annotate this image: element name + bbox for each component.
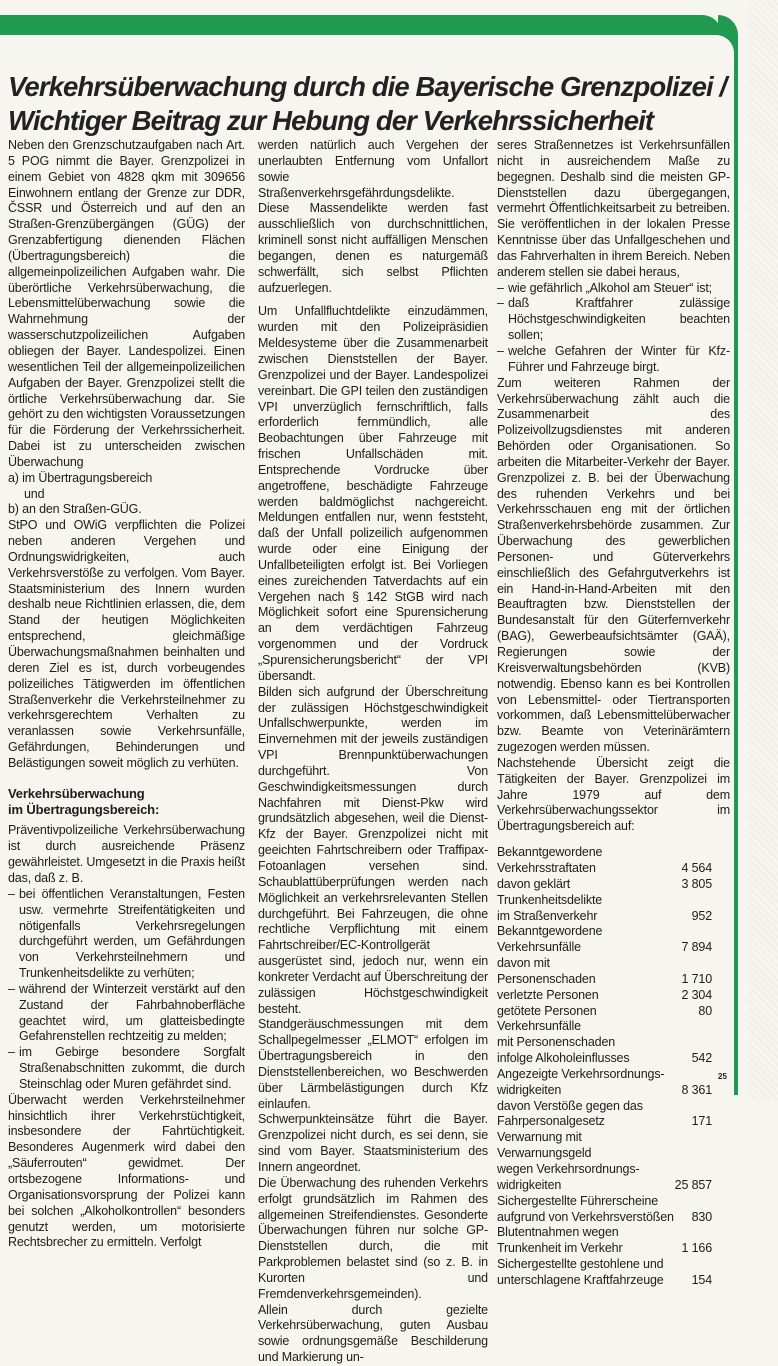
list-item: – im Gebirge besondere Sorgfalt Straßenabschnitten zukommt, die durch Steinschlag oder Muren gefährdet sind. — [8, 1045, 245, 1093]
list-item: – wie gefährlich „Alkohol am Steuer“ ist; — [497, 281, 730, 297]
stat-label: Sichergestellte gestohlene und unterschlagene Kraftfahrzeuge — [497, 1257, 664, 1287]
stat-label: Verkehrsunfälle mit Personenschaden infolge Alkoholeinflusses — [497, 1019, 630, 1066]
list-item: – welche Gefahren der Winter für Kfz-Führer und Fahrzeuge birgt. — [497, 344, 730, 376]
statistics-table — [497, 845, 730, 1289]
stat-value: 2 304 — [681, 987, 712, 1002]
heading-line: Verkehrsüberwachung — [8, 785, 145, 801]
stat-value: 542 — [691, 1051, 712, 1066]
stat-label: davon mit Personenschaden — [497, 956, 596, 986]
stat-value: 952 — [691, 908, 712, 923]
page-number: 25 — [718, 1072, 727, 1081]
bullet-list — [497, 281, 730, 376]
stat-value: 171 — [691, 1114, 712, 1129]
stat-label: Angezeigte Verkehrsordnungs- widrigkeiten — [497, 1066, 665, 1097]
stat-row — [497, 1019, 712, 1067]
stat-row — [497, 988, 712, 1004]
stat-row — [497, 877, 712, 893]
stat-row — [497, 1004, 712, 1020]
article-title: Verkehrsüberwachung durch die Bayerische Grenzpolizei / Wichtiger Beitrag zur Hebung der Verkehrssicherheit — [8, 71, 727, 136]
stat-label: Bekanntgewordene Verkehrsstraftaten — [497, 845, 603, 875]
paragraph: Zum weiteren Rahmen der Verkehrsüberwachung zählt auch die Zusammenarbeit des Polizeivollzugsdienstes mit anderen Behörden oder Organisationen. So arbeiten die Mitarbeiter-Verkehr der Bayer. Grenzpolizei z. B. bei der Überwachung des ruhenden Verkehrs und bei Verkehrsschauen eng mit der örtlichen Straßenverkehrsbehörde zusammen. Zur Überwachung des gewerblichen Personen- und Güterverkehrs einschließlich des Gefahrgutverkehrs ist ein Hand-in-Hand-Arbeiten mit den Beauftragten bzw. Dienststellen der Bundesanstalt für den Güterfernverkehr (BAG), Gewerbeaufsichtsämter (GAÄ), Regierungen sowie der Kreisverwaltungsbehörden (KVB) notwendig. Ebenso kann es bei Kontrollen von Lebensmittel- oder Tiertransporten vorkommen, daß Lebensmittelüberwacher bzw. Beamte von Veterinärämtern zugezogen werden müssen. — [497, 375, 730, 755]
list-item: a) im Übertragungsbereich — [8, 470, 153, 485]
column-1 — [8, 138, 245, 1251]
paragraph: StPO und OWiG verpflichten die Polizei neben anderen Vergehen und Ordnungswidrigkeiten, auch Verkehrsverstöße zu verfolgen. Vom Bayer. Staatsministerium des Innern wurden deshalb neue Richtlinien erlassen, die, dem Stand der heutigen Möglichkeiten entsprechend, gleichmäßige Überwachungsmaßnahmen beinhalten und deren Ziel es ist, durch vorbeugendes polizeiliches Tätigwerden im öffentlichen Straßenverkehr die Verkehrsteilnehmer zu verkehrsgerechtem Verhalten zu veranlassen sowie Verkehrsunfälle, Gefährdungen, Behinderungen und Belästigungen soweit möglich zu verhüten. — [8, 518, 245, 770]
stat-label: verletzte Personen — [497, 987, 599, 1002]
stat-label: davon geklärt — [497, 876, 571, 891]
heading-line: im Übertragungsbereich: — [8, 801, 160, 817]
stat-row — [497, 956, 712, 988]
stat-label: davon Verstöße gegen das Fahrpersonalgesetz — [497, 1098, 643, 1129]
paragraph: Bilden sich aufgrund der Überschreitung der zulässigen Höchstgeschwindigkeit Unfallschwerpunkte, werden im Einvernehmen mit der jeweils zuständigen VPI Brennpunktüberwachungen durchgeführt. Von Geschwindigkeitsmessungen durch Nachfahren mit Dienst-Pkw wird grundsätzlich abgesehen, weil die Dienst-Kfz der Bayer. Grenzpolizei nicht mit geeichten Fahrtschreibern oder Traffipax-Fotoanlagen versehen sind. Schaublattüberprüfungen werden nach Möglichkeit an verkehrsrelevanten Stellen durchgeführt. Bei Fahrzeugen, die ohne rechtliche Verpflichtung mit einem Fahrtschreiber/EC-Kontrollgerät ausgerüstet sind, jedoch nur, wenn ein konkreter Verdacht auf Überschreitung der zulässigen Höchstgeschwindigkeit besteht. — [258, 684, 488, 1016]
stat-value: 25 857 — [674, 1177, 712, 1192]
stat-value: 7 894 — [681, 940, 712, 955]
stat-row — [497, 1225, 712, 1257]
section-heading — [8, 786, 245, 818]
paragraph: werden natürlich auch Vergehen der unerlaubten Entfernung vom Unfallort sowie Straßenverkehrsgefährdungsdelikte. Diese Massendelikte werden fast ausschließlich von durchschnittlichen, kriminell sonst nicht auffälligen Menschen begangen, denen es naturgemäß schwerfällt, sich selbst Pflichten aufzuerlegen. — [258, 138, 488, 295]
paragraph: Schwerpunkteinsätze führt die Bayer. Grenzpolizei nicht durch, es sei denn, sie sind vom Bayer. Staatsministerium des Innern angeordnet. — [258, 1112, 488, 1174]
stat-value: 80 — [698, 1003, 712, 1018]
paragraph: Neben den Grenzschutzaufgaben nach Art. 5 POG nimmt die Bayer. Grenzpolizei in einem Gebiet von 4828 qkm mit 309656 Einwohnern entlang der Grenze zur DDR, ČSSR und Österreich und auf den an Straßen-Grenzübergängen (GÜG) der Grenzabfertigung dienenden Flächen (Übertragungsbereich) die allgemeinpolizeilichen Aufgaben wahr. Die überörtliche Verkehrsüberwachung, die Lebensmittelüberwachung sowie die Wahrnehmung der wasserschutzpolizeilichen Aufgaben obliegen der Bayer. Landespolizei. Einen wesentlichen Teil der allgemeinpolizeilichen Aufgaben der Bayer. Grenzpolizei stellt die örtliche Verkehrsüberwachung dar. Sie gehört zu den wichtigsten Voraussetzungen für die Förderung der Verkehrssicherheit. Dabei ist zu unterscheiden zwischen Überwachung — [8, 138, 245, 469]
paragraph: seres Straßennetzes ist Verkehrsunfällen nicht in ausreichendem Maße zu begegnen. Deshalb sind die meisten GP-Dienststellen dazu übergegangen, vermehrt Öffentlichkeitsarbeit zu betreiben. Sie veröffentlichen in der lokalen Presse Kenntnisse über das Unfallgeschehen und das Fahrverhalten in ihrem Bereich. Neben anderem stellen sie dabei heraus, — [497, 138, 730, 279]
bullet-list — [8, 887, 245, 1093]
paragraph: Allein durch gezielte Verkehrsüberwachung, guten Ausbau sowie ordnungsgemäße Beschilderung und Markierung un- — [258, 1302, 488, 1365]
stat-value: 830 — [691, 1209, 712, 1224]
stat-row — [497, 1067, 712, 1099]
stat-label: getötete Personen — [497, 1003, 597, 1018]
stat-label: Blutentnahmen wegen Trunkenheit im Verkehr — [497, 1225, 623, 1256]
stat-value: 4 564 — [681, 860, 712, 875]
list-item: – daß Kraftfahrer zulässige Höchstgeschwindigkeiten beachten sollen; — [497, 296, 730, 344]
stat-label: Sichergestellte Führerscheine aufgrund von Verkehrsverstößen — [497, 1193, 674, 1224]
green-frame-top — [0, 15, 722, 35]
stat-row — [497, 1099, 712, 1131]
stat-value: 1 166 — [681, 1241, 712, 1256]
stat-value: 8 361 — [681, 1082, 712, 1097]
paragraph: Die Überwachung des ruhenden Verkehrs erfolgt grundsätzlich im Rahmen des allgemeinen Streifendienstes. Gesonderte Überwachungen führen nur solche GP-Dienststellen durch, die mit Parkproblemen belastet sind (so z. B. in Kurorten und Fremdenverkehrsgemeinden). — [258, 1175, 488, 1301]
page-edge-texture — [748, 0, 778, 1100]
list-item: – während der Winterzeit verstärkt auf den Zustand der Fahrbahnoberfläche geachtet wird, um glatteisbedingte Gefahrenstellen rechtzeitig zu melden; — [8, 982, 245, 1045]
list-item: und — [24, 486, 45, 501]
paragraph: Überwacht werden Verkehrsteilnehmer hinsichtlich ihrer Verkehrstüchtigkeit, insbesondere der Fahrtüchtigkeit. Besonderes Augenmerk wird dabei den „Säuferrouten“ gewidmet. Der ortsbezogene Informations- und Organisationsvorsprung der Polizei kann bei solchen „Alkoholkontrollen“ besonders genutzt werden, um motorisierte Rechtsbrecher zu ermitteln. Verfolgt — [8, 1092, 245, 1250]
stat-value: 3 805 — [681, 876, 712, 891]
paragraph: Nachstehende Übersicht zeigt die Tätigkeiten der Bayer. Grenzpolizei im Jahre 1979 auf dem Verkehrsüberwachungssektor im Übertragungsbereich auf: — [497, 755, 730, 834]
distinction-list — [8, 471, 245, 519]
column-3 — [497, 138, 730, 1289]
stat-row — [497, 845, 712, 877]
list-item: b) an den Straßen-GÜG. — [8, 502, 142, 517]
stat-row — [497, 1194, 712, 1226]
paragraph: Standgeräuschmessungen mit dem Schallpegelmesser „ELMOT“ erfolgen im Übertragungsbereich in den Dienststellenbereichen, wo Beschwerden über Lärmbelästigungen durch Kfz einlaufen. — [258, 1017, 488, 1111]
paragraph: Um Unfallfluchtdelikte einzudämmen, wurden mit den Polizeipräsidien Meldesysteme über die Zusammenarbeit zwischen Dienststellen der Bayer. Grenzpolizei und der Bayer. Landespolizei vereinbart. Die GPI teilen den zuständigen VPI unverzüglich fernschriftlich, falls erforderlich fernmündlich, alle Beobachtungen über Fahrzeuge mit frischen Unfallschäden mit. Entsprechende Vordrucke über angetroffene, beschädigte Fahrzeuge werden baldmöglichst nachgereicht. Meldungen entfallen nur, wenn feststeht, daß der Unfall polizeilich aufgenommen wurde oder eine Einigung der Unfallbeteiligten erfolgt ist. Bei Vorliegen eines zureichenden Tatverdachts auf ein Vergehen nach § 142 StGB wird nach Möglichkeit sofort eine Spurensicherung an dem verdächtigen Fahrzeug vorgenommen und der Vordruck „Spurensicherungsbericht“ der VPI übersandt. — [258, 304, 488, 683]
stat-value: 154 — [691, 1272, 712, 1287]
green-frame-right — [734, 55, 738, 1095]
stat-value: 1 710 — [681, 971, 712, 986]
stat-label: Verwarnung mit Verwarnungsgeld wegen Verkehrsordnungs- widrigkeiten — [497, 1130, 640, 1192]
stat-row — [497, 893, 712, 925]
stat-row — [497, 924, 712, 956]
list-item: – bei öffentlichen Veranstaltungen, Festen usw. vermehrte Streifentätigkeiten und nötigenfalls Verkehrsregelungen durchgeführt werden, um Gefährdungen von Verkehrsteilnehmern und Trunkenheitsdelikte zu verhüten; — [8, 887, 245, 982]
stat-row — [497, 1130, 712, 1193]
paragraph: Präventivpolizeiliche Verkehrsüberwachung ist durch ausreichende Präsenz gewährleistet. Umgesetzt in die Praxis heißt das, daß z. B. — [8, 823, 245, 885]
column-2 — [258, 138, 488, 1366]
stat-label: Trunkenheitsdelikte im Straßenverkehr — [497, 892, 603, 923]
stat-label: Bekanntgewordene Verkehrsunfälle — [497, 924, 603, 955]
stat-row — [497, 1257, 712, 1289]
